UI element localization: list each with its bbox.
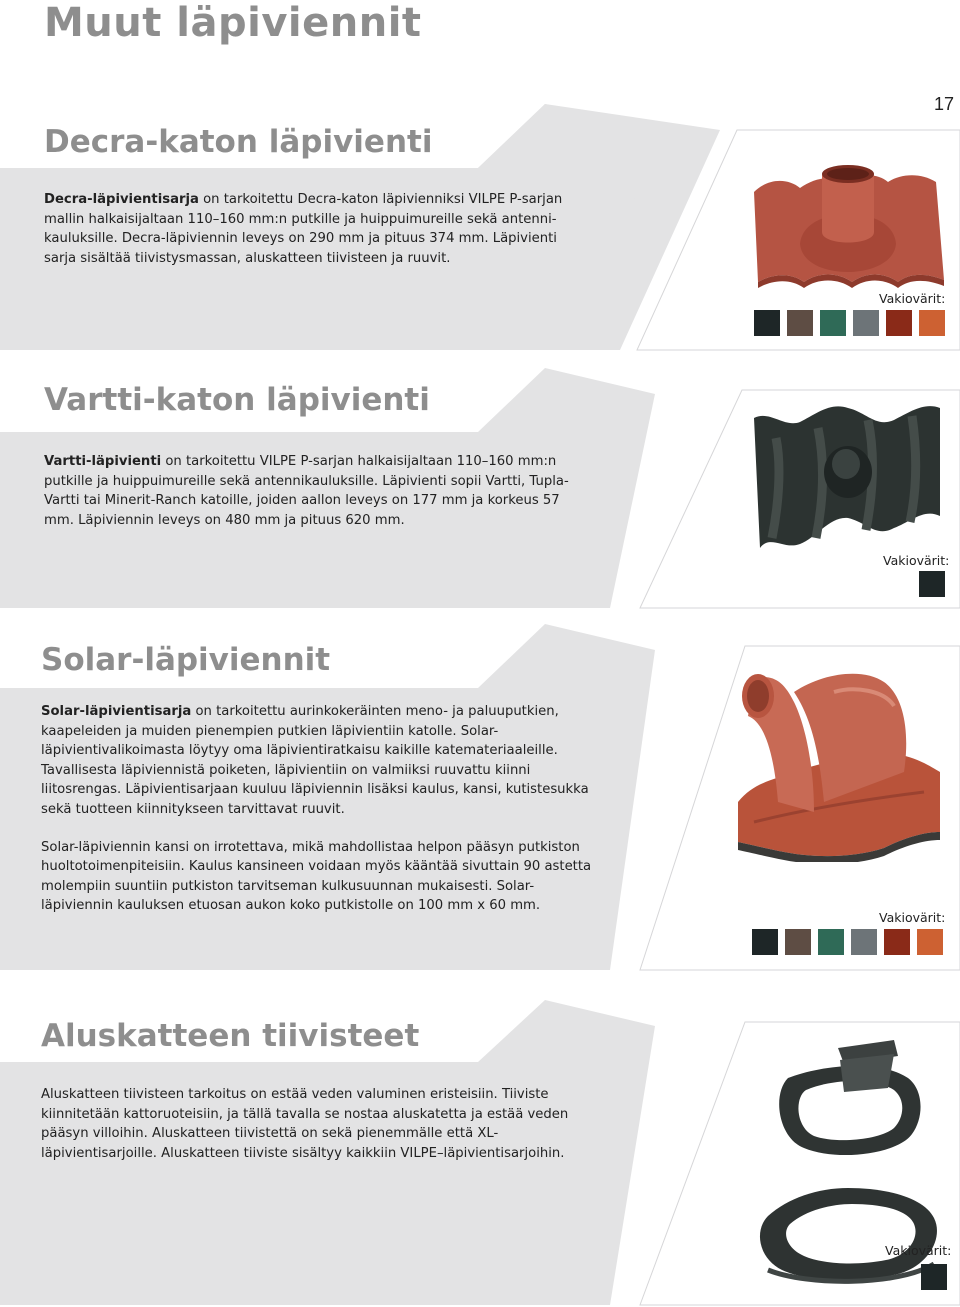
color-swatches bbox=[752, 929, 943, 955]
description-paragraph: Aluskatteen tiivisteen tarkoitus on estää veden valuminen eristeisiin. Tiiviste kiinnitetään kattoruoteisiin, ja tällä tavalla se nostaa aluskatetta ja estää veden pääsyn villoihin. Aluskatteen tiivistettä on sekä pienemmälle että XL-läpivientisarjoille. Aluskatteen tiiviste sisältyy kaikkiin VILPE–läpivientisarjoihin. bbox=[41, 1087, 569, 1161]
description-paragraph bbox=[44, 452, 589, 530]
color-swatch-green[interactable] bbox=[818, 929, 844, 955]
color-swatch-black[interactable] bbox=[752, 929, 778, 955]
section-description bbox=[41, 1085, 581, 1163]
color-swatch-red-brown[interactable] bbox=[884, 929, 910, 955]
description-text: on tarkoitettu VILPE P-sarjan halkaisijaltaan 110–160 mm:n putkille ja huippuimureille sekä antennikauluksille. Läpivienti sopii Vartti, Tupla-Vartti tai Minerit-Ranch katoille, joiden aallon leveys on 177 mm ja korkeus 57 mm. Läpiviennin leveys on 480 mm ja pituus 620 mm. bbox=[44, 454, 569, 528]
standard-colors-label: Vakiovärit: bbox=[879, 910, 946, 925]
section-heading: Solar-läpiviennit bbox=[41, 642, 331, 678]
color-swatches bbox=[921, 1264, 947, 1290]
color-swatch-grey[interactable] bbox=[851, 929, 877, 955]
section-description bbox=[44, 452, 589, 530]
section-description bbox=[41, 702, 601, 916]
section-solar bbox=[0, 622, 960, 972]
color-swatch-black[interactable] bbox=[919, 571, 945, 597]
decra-flashing-image bbox=[748, 148, 948, 298]
page-title: Muut läpiviennit bbox=[44, 0, 422, 46]
description-text: on tarkoitettu aurinkokeräinten meno- ja paluuputkien, kaapeleiden ja muiden pienempien putkien läpivientiin katolle. Solar-läpivientivalikoimasta löytyy oma läpivientiratkaisu kaikille katemateriaaleille. Tavallisesta läpiviennistä poiketen, läpivientiin on valmiiksi ruuvattu kiinni liitosrengas. Läpivientisarjaan kuuluu läpiviennin lisäksi kaulus, kansi, kutistesukka sekä tuotteen kiinnitykseen tarvittavat ruuvit. bbox=[41, 704, 589, 817]
standard-colors-label: Vakiovärit: bbox=[879, 291, 946, 306]
section-heading: Decra-katon läpivienti bbox=[44, 124, 433, 160]
color-swatch-brown[interactable] bbox=[785, 929, 811, 955]
section-heading: Vartti-katon läpivienti bbox=[44, 382, 430, 418]
color-swatch-brown[interactable] bbox=[787, 310, 813, 336]
color-swatch-grey[interactable] bbox=[853, 310, 879, 336]
section-heading: Aluskatteen tiivisteet bbox=[41, 1018, 420, 1054]
product-name: Vartti-läpivienti bbox=[44, 454, 162, 469]
color-swatches bbox=[919, 571, 945, 597]
description-paragraph bbox=[44, 190, 569, 268]
page-number: 17 bbox=[933, 94, 954, 114]
solar-flashing-image bbox=[734, 662, 946, 862]
section-description bbox=[44, 190, 569, 268]
description-paragraph: Solar-läpiviennin kansi on irrotettava, mikä mahdollistaa helpon pääsyn putkiston huoltotoimenpiteisiin. Kaulus kansineen voidaan myös kääntää sivuttain 90 astetta molempiin suuntiin putkiston tarvitseman kulkusuunnan mukaisesti. Solar-läpiviennin kauluksen etuosan aukon koko putkistolle on 100 mm x 60 mm. bbox=[41, 839, 592, 914]
color-swatch-brick[interactable] bbox=[917, 929, 943, 955]
section-underlay-seals bbox=[0, 998, 960, 1307]
section-decra bbox=[0, 100, 960, 352]
standard-colors-label: Vakiovärit: bbox=[883, 553, 950, 568]
color-swatch-black[interactable] bbox=[754, 310, 780, 336]
product-name: Decra-läpivientisarja bbox=[44, 192, 199, 207]
color-swatch-green[interactable] bbox=[820, 310, 846, 336]
vartti-flashing-image bbox=[750, 398, 950, 558]
section-vartti bbox=[0, 358, 960, 610]
color-swatch-black[interactable] bbox=[921, 1264, 947, 1290]
description-paragraph bbox=[41, 702, 601, 820]
color-swatch-brick[interactable] bbox=[919, 310, 945, 336]
description-text: on tarkoitettu Decra-katon läpivienniksi VILPE P-sarjan mallin halkaisijaltaan 110–160 mm:n putkille ja huippuimureille sekä antennikauluksille. Decra-läpiviennin leveys on 290 mm ja pituus 374 mm. Läpivienti sarja sisältää tiivistysmassan, aluskatteen tiivisteen ja ruuvit. bbox=[44, 192, 563, 266]
color-swatch-red-brown[interactable] bbox=[886, 310, 912, 336]
product-name: Solar-läpivientisarja bbox=[41, 704, 192, 719]
standard-colors-label: Vakiovärit: bbox=[885, 1243, 952, 1258]
color-swatches bbox=[754, 310, 945, 336]
